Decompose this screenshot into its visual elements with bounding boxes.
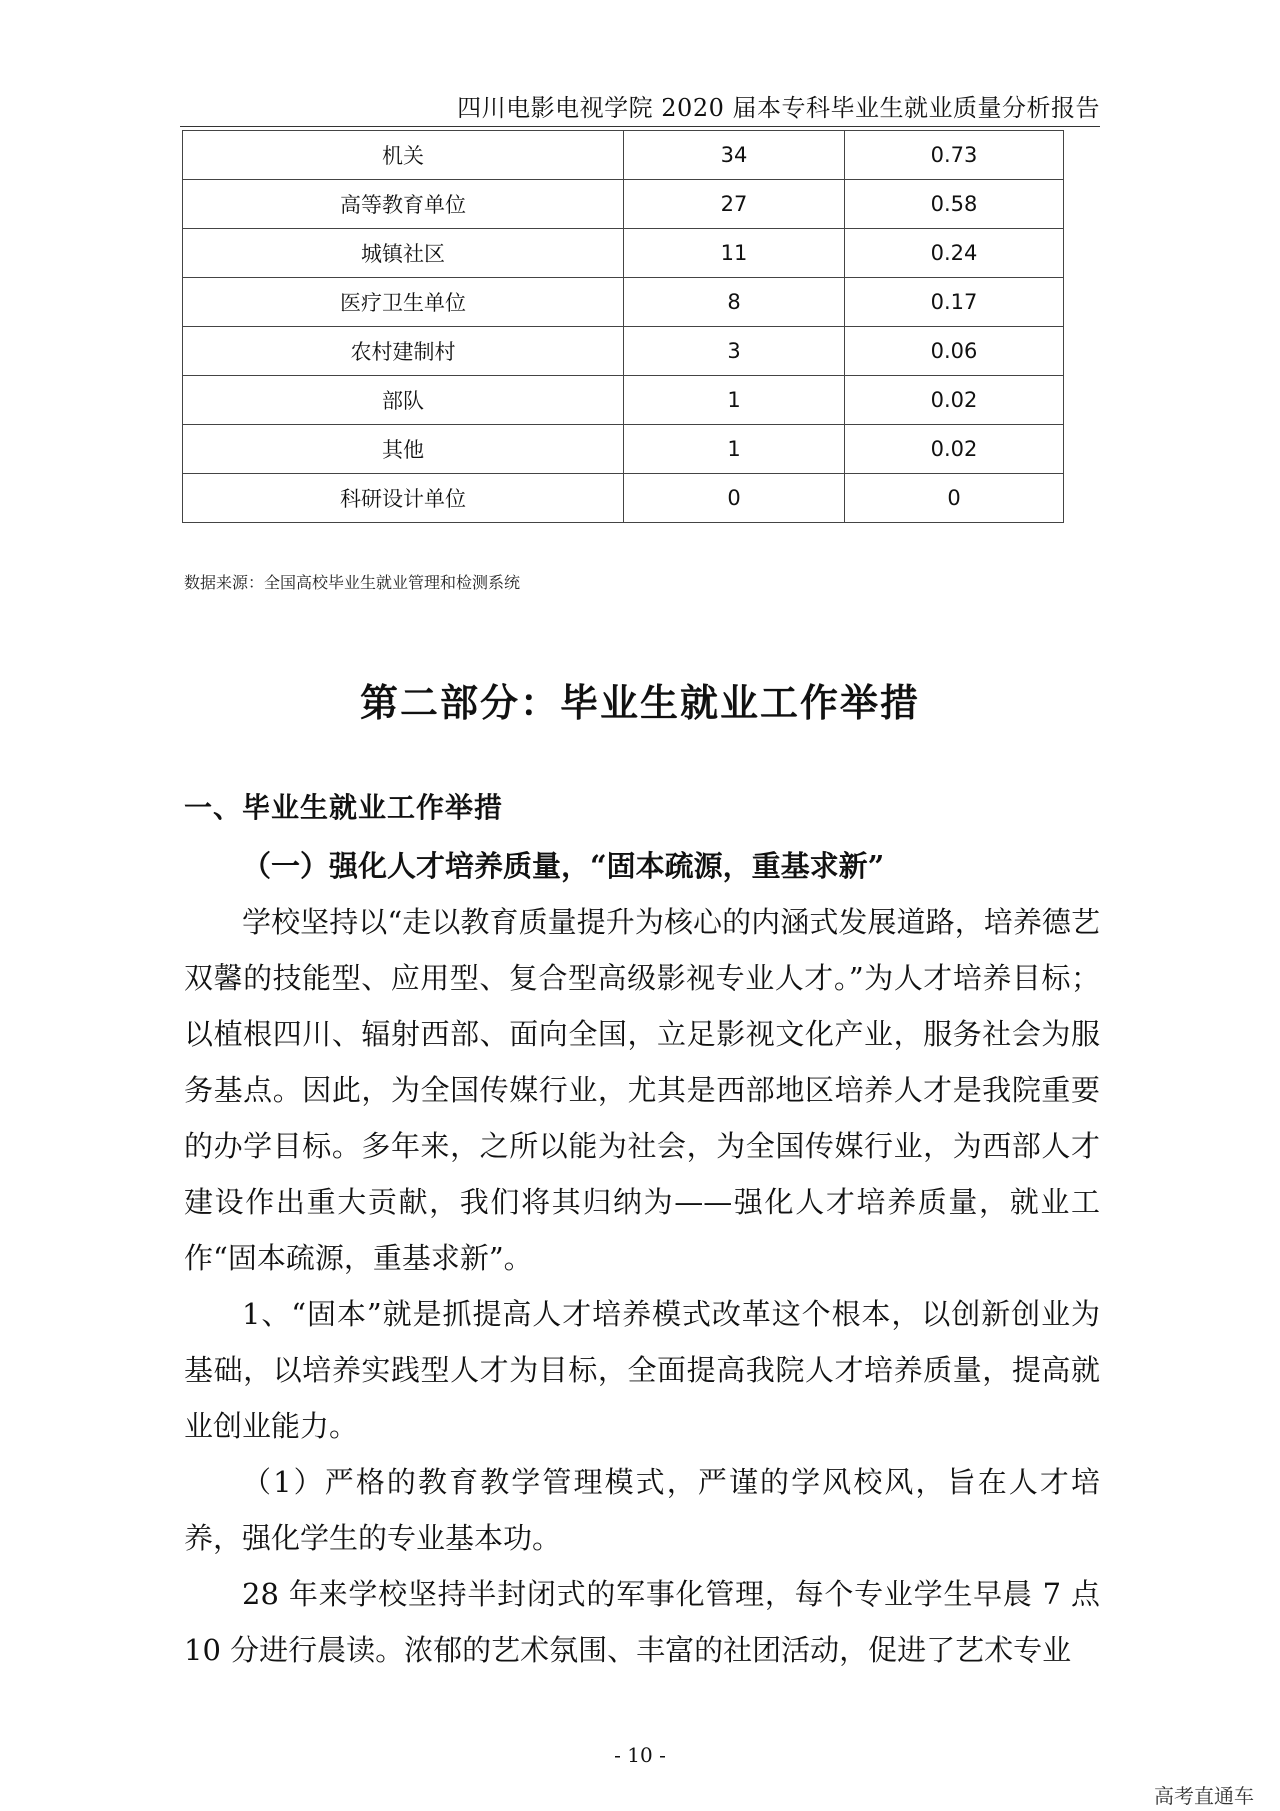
table-cell: 其他 [183, 425, 624, 474]
body-text [184, 838, 1100, 1678]
table-cell: 0.73 [845, 131, 1064, 180]
table-cell: 0.02 [845, 425, 1064, 474]
watermark: 高考直通车 [1154, 1784, 1254, 1808]
employment-table [182, 130, 1064, 523]
table-row [183, 425, 1064, 474]
page-header: 四川电影电视学院 2020 届本专科毕业生就业质量分析报告 [457, 94, 1100, 122]
table-cell: 1 [624, 425, 845, 474]
table-cell: 0.02 [845, 376, 1064, 425]
section-title: 一、毕业生就业工作举措 [184, 791, 504, 824]
table-row [183, 229, 1064, 278]
table-cell: 34 [624, 131, 845, 180]
table-row [183, 327, 1064, 376]
table-row [183, 180, 1064, 229]
table-cell: 0.06 [845, 327, 1064, 376]
table-cell: 11 [624, 229, 845, 278]
table-cell: 0.17 [845, 278, 1064, 327]
table-cell: 高等教育单位 [183, 180, 624, 229]
table-cell: 0.58 [845, 180, 1064, 229]
table-cell: 3 [624, 327, 845, 376]
table-row [183, 278, 1064, 327]
table-cell: 1 [624, 376, 845, 425]
table-row [183, 131, 1064, 180]
table-cell: 农村建制村 [183, 327, 624, 376]
paragraph: （1）严格的教育教学管理模式，严谨的学风校风，旨在人才培养，强化学生的专业基本功。 [184, 1465, 1100, 1555]
part-title: 第二部分：毕业生就业工作举措 [359, 681, 920, 725]
table-cell: 城镇社区 [183, 229, 624, 278]
table-cell: 科研设计单位 [183, 474, 624, 523]
page-number: - 10 - [614, 1743, 666, 1767]
table-cell: 27 [624, 180, 845, 229]
data-source-note: 数据来源：全国高校毕业生就业管理和检测系统 [184, 573, 521, 592]
table-cell: 机关 [183, 131, 624, 180]
table-cell: 8 [624, 278, 845, 327]
paragraph: 28 年来学校坚持半封闭式的军事化管理，每个专业学生早晨 7 点 10 分进行晨读。浓郁的艺术氛围、丰富的社团活动，促进了艺术专业 [184, 1577, 1100, 1667]
table-cell: 部队 [183, 376, 624, 425]
header-rule [180, 126, 1100, 127]
table-cell: 0 [624, 474, 845, 523]
paragraph: 学校坚持以“走以教育质量提升为核心的内涵式发展道路，培养德艺双馨的技能型、应用型、复合型高级影视专业人才。”为人才培养目标；以植根四川、辐射西部、面向全国，立足影视文化产业，服务社会为服务基点。因此，为全国传媒行业，尤其是西部地区培养人才是我院重要的办学目标。多年来，之所以能为社会，为全国传媒行业，为西部人才建设作出重大贡献，我们将其归纳为——强化人才培养质量，就业工作“固本疏源，重基求新”。 [184, 905, 1100, 1275]
subsection-heading: （一）强化人才培养质量，“固本疏源，重基求新” [242, 849, 885, 883]
table-row [183, 376, 1064, 425]
paragraph: 1、“固本”就是抓提高人才培养模式改革这个根本，以创新创业为基础，以培养实践型人才为目标，全面提高我院人才培养质量，提高就业创业能力。 [184, 1297, 1100, 1443]
table-cell: 医疗卫生单位 [183, 278, 624, 327]
table-row [183, 474, 1064, 523]
table-cell: 0 [845, 474, 1064, 523]
table-cell: 0.24 [845, 229, 1064, 278]
